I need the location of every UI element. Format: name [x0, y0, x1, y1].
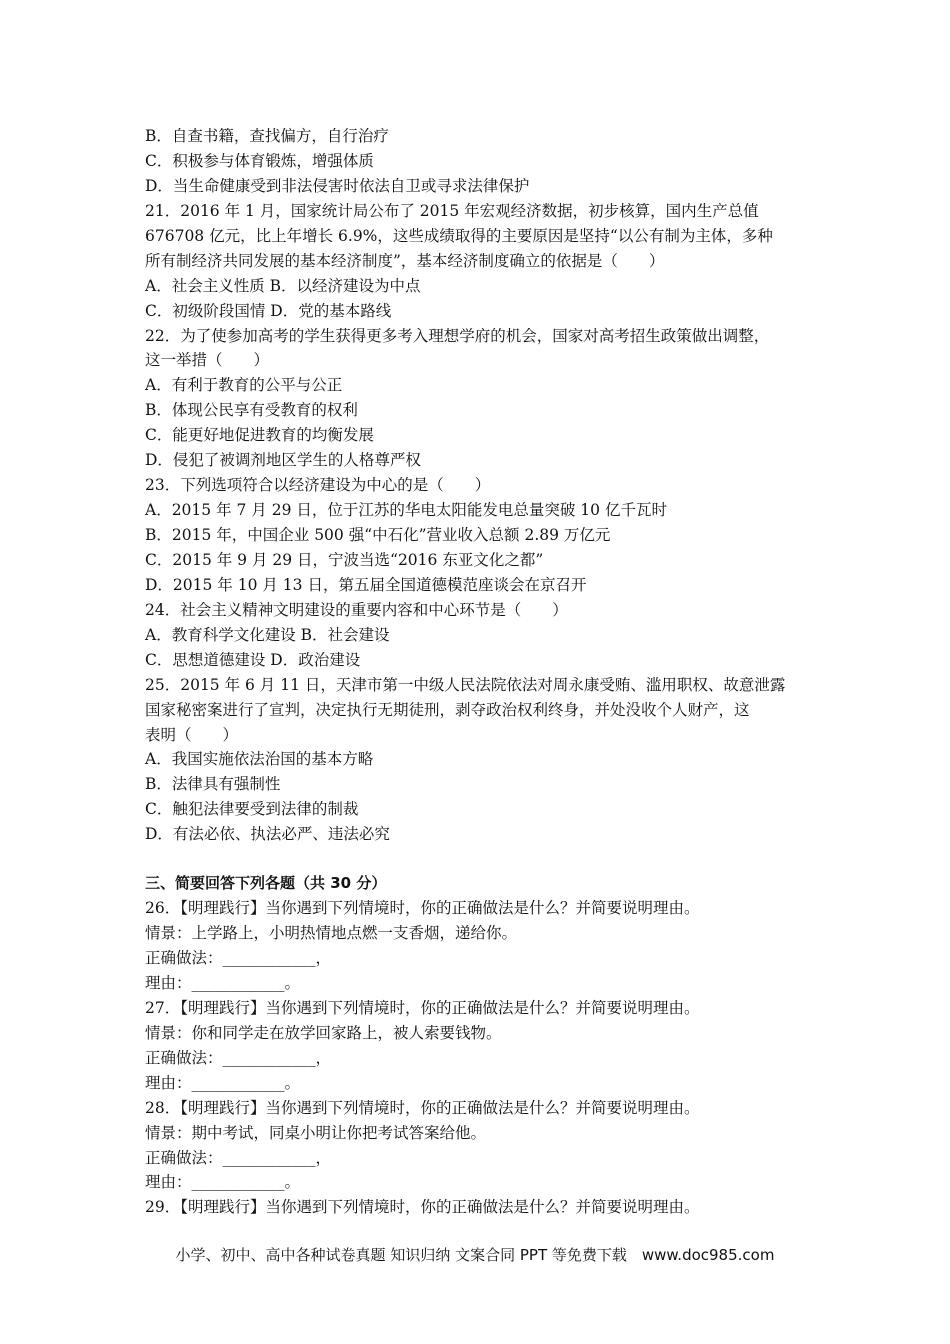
text-line: B．法律具有强制性	[145, 775, 281, 794]
text-line: 正确做法：____________，	[145, 1048, 332, 1067]
text-line: 所有制经济共同发展的基本经济制度”，基本经济制度确立的依据是（ ）	[145, 251, 665, 270]
text-line: 情景：你和同学走在放学回家路上，被人索要钱物。	[145, 1023, 502, 1042]
text-line: A．有利于教育的公平与公正	[145, 376, 343, 395]
text-line: 28．【明理践行】当你遇到下列情境时，你的正确做法是什么？并简要说明理由。	[145, 1098, 700, 1117]
document-body	[145, 124, 825, 1220]
text-line: 23．下列选项符合以经济建设为中心的是（ ）	[145, 476, 491, 495]
text-line: 正确做法：____________，	[145, 1148, 332, 1167]
text-line: 26．【明理践行】当你遇到下列情境时，你的正确做法是什么？并简要说明理由。	[145, 899, 700, 918]
text-line: 理由：____________。	[145, 973, 301, 992]
questions-choice-block	[145, 124, 825, 847]
text-line: C．积极参与体育锻炼，增强体质	[145, 151, 374, 170]
text-line: 29．【明理践行】当你遇到下列情境时，你的正确做法是什么？并简要说明理由。	[145, 1198, 700, 1217]
section-heading: 三、简要回答下列各题（共 30 分）	[145, 874, 387, 893]
text-line: B．2015 年，中国企业 500 强“中石化”营业收入总额 2.89 万亿元	[145, 526, 611, 544]
text-line: B．自查书籍，查找偏方，自行治疗	[145, 127, 389, 145]
text-line: 情景：上学路上，小明热情地点燃一支香烟，递给你。	[145, 924, 518, 943]
text-line: D．2015 年 10 月 13 日，第五届全国道德模范座谈会在京召开	[145, 575, 587, 594]
questions-short-answer-block	[145, 896, 825, 1220]
text-line: C．触犯法律要受到法律的制裁	[145, 800, 359, 819]
text-line: 24．社会主义精神文明建设的重要内容和中心环节是（ ）	[145, 600, 568, 619]
text-line: 27．【明理践行】当你遇到下列情境时，你的正确做法是什么？并简要说明理由。	[145, 998, 700, 1017]
text-line: D．侵犯了被调剂地区学生的人格尊严权	[145, 451, 421, 470]
text-line: 676708 亿元，比上年增长 6.9%，这些成绩取得的主要原因是坚持“以公有制为主体，多种	[145, 226, 773, 245]
text-line: 表明（ ）	[145, 725, 239, 744]
text-line: D．当生命健康受到非法侵害时依法自卫或寻求法律保护	[145, 176, 530, 195]
text-line: A．教育科学文化建设 B．社会建设	[145, 625, 390, 644]
text-line: A．社会主义性质 B．以经济建设为中点	[145, 276, 421, 295]
text-line: A．我国实施依法治国的基本方略	[145, 750, 374, 769]
text-line: 理由：____________。	[145, 1173, 301, 1192]
text-line: C．初级阶段国情 D．党的基本路线	[145, 301, 392, 320]
text-line: 情景：期中考试，同桌小明让你把考试答案给他。	[145, 1123, 487, 1142]
text-line: 正确做法：____________，	[145, 949, 332, 967]
text-line: C．能更好地促进教育的均衡发展	[145, 426, 374, 445]
text-line: 22．为了使参加高考的学生获得更多考入理想学府的机会，国家对高考招生政策做出调整，	[145, 326, 770, 345]
text-line: C．思想道德建设 D．政治建设	[145, 650, 361, 669]
text-line: D．有法必依、执法必严、违法必究	[145, 825, 390, 844]
text-line: 21．2016 年 1 月，国家统计局公布了 2015 年宏观经济数据，初步核算，国内生产总值	[145, 201, 759, 220]
text-line: 理由：____________。	[145, 1073, 301, 1092]
text-line: C．2015 年 9 月 29 日，宁波当选“2016 东亚文化之都”	[145, 550, 544, 569]
page-footer: 小学、初中、高中各种试卷真题 知识归纳 文案合同 PPT 等免费下载 www.doc985.com	[175, 1246, 775, 1264]
text-line: 国家秘密案进行了宣判，决定执行无期徒刑，剥夺政治权利终身，并处没收个人财产，这	[145, 700, 750, 719]
section-gap	[145, 847, 825, 871]
text-line: B．体现公民享有受教育的权利	[145, 401, 358, 420]
text-line: A．2015 年 7 月 29 日，位于江苏的华电太阳能发电总量突破 10 亿千瓦时	[145, 501, 667, 520]
text-line: 这一举措（ ）	[145, 351, 270, 370]
text-line: 25．2015 年 6 月 11 日，天津市第一中级人民法院依法对周永康受贿、滥用职权、故意泄露	[145, 675, 786, 694]
